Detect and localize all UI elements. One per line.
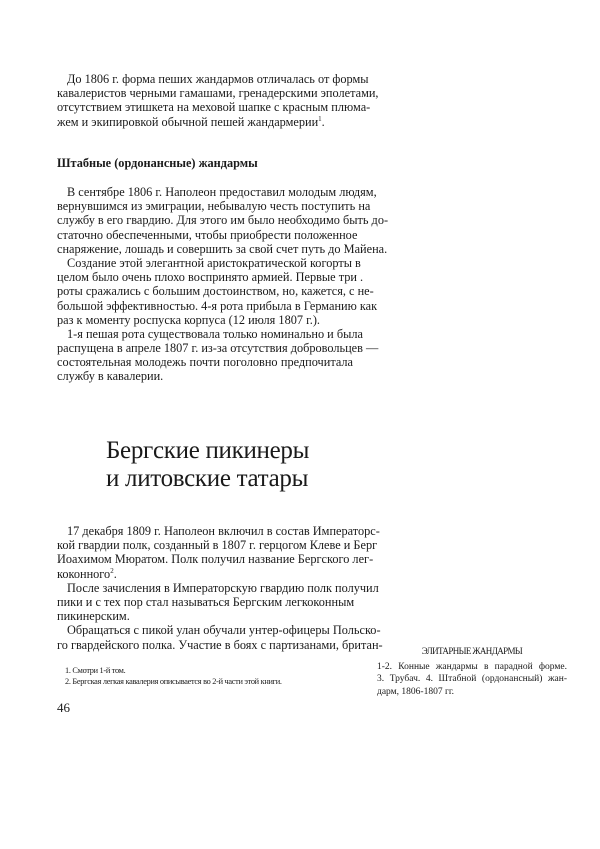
text-line: 1-я пешая рота существовала только номинально и была [67, 326, 363, 341]
title-line: Бергские пикинеры [106, 437, 310, 464]
page-number: 46 [57, 700, 70, 715]
text-line: До 1806 г. форма пеших жандармов отличалась от формы [67, 72, 369, 86]
paragraph-berg-lancers [57, 524, 383, 652]
caption-line: 1-2. Конные жандармы в парадной форме. [377, 662, 567, 673]
text-line: снаряжение, лошадь и совершить за свой счет путь до Майена. [57, 241, 388, 256]
text-line: статочно обеспеченными, чтобы приобрести положенное [57, 227, 358, 242]
text-line: Иоахимом Мюратом. Полк получил название Бергского лег- [57, 552, 374, 567]
text-line: большой эффективностью. 4-я рота прибыла в Германию как [57, 298, 378, 313]
text-line: Обращаться с пикой улан обучали унтер-офицеры Польско- [67, 623, 381, 638]
text-line: пики и с тех пор стал называться Бергским легкоконным [57, 594, 355, 609]
text-line: роты сражались с большим достоинством, но, кажется, с не- [57, 284, 374, 299]
text-line: отсутствием этишкета на меховой шапке с красным плюма- [57, 100, 371, 115]
text-line: раз к моменту роспуска корпуса (12 июля 1807 г.). [57, 312, 320, 327]
text-line: состоятельная молодежь почти поголовно предпочитала [57, 355, 353, 370]
text-line: 17 декабря 1809 г. Наполеон включил в состав Императорс- [67, 524, 380, 538]
footnote: 2. Бергская легкая кавалерия описывается во 2-й части этой книги. [65, 677, 282, 686]
text-line: В сентябре 1806 г. Наполеон предоставил молодым людям, [67, 185, 377, 199]
text: жем и экипировкой обычной пешей жандармерии [57, 114, 319, 129]
text-line: После зачисления в Императорскую гвардию полк получил [67, 580, 379, 595]
text-line: пикинерским. [57, 609, 130, 624]
illustration-caption [377, 645, 567, 698]
title-line: и литовские татары [106, 465, 309, 492]
caption-line: 3. Трубач. 4. Штабной (ордонансный) жан- [377, 674, 567, 685]
text-line: службу в кавалерии. [57, 369, 164, 384]
text-line: распущена в апреле 1807 г. из-за отсутствия добровольцев — [57, 341, 379, 356]
text-line: кой гвардии полк, созданный в 1807 г. герцогом Клеве и Берг [57, 538, 378, 553]
text-line: го гвардейского полка. Участие в боях с партизанами, британ- [57, 637, 383, 652]
text-line: вернувшимся из эмиграции, небывалую честь поступить на [57, 199, 371, 214]
caption-title: ЭЛИТАРНЫЕ ЖАНДАРМЫ [421, 646, 523, 656]
text-line [57, 567, 353, 581]
section-heading: Штабные (ордонансные) жандармы [57, 156, 258, 170]
footnote-ref[interactable]: 2 [110, 566, 114, 575]
paragraph-uniform [57, 72, 379, 129]
caption-line: дарм, 1806-1807 гг. [377, 686, 455, 697]
footnote-ref[interactable]: 1 [318, 114, 322, 123]
text-line: кавалеристов черными гамашами, гренадерскими эполетами, [57, 86, 379, 101]
text-line: целом было очень плохо воспринято армией. Первые три . [57, 270, 364, 285]
chapter-title [106, 437, 309, 493]
text-line [57, 115, 353, 129]
footnote: 1. Смотри 1-й том. [65, 666, 126, 675]
paragraph-staff-gendarmes [57, 185, 389, 384]
text: . [113, 566, 117, 581]
text: . [321, 114, 325, 129]
text-line: службу в его гвардию. Для этого им было необходимо быть до- [57, 213, 389, 228]
text-line: Создание этой элегантной аристократической когорты в [67, 255, 361, 270]
text: коконного [57, 566, 111, 581]
footnotes [65, 665, 282, 687]
